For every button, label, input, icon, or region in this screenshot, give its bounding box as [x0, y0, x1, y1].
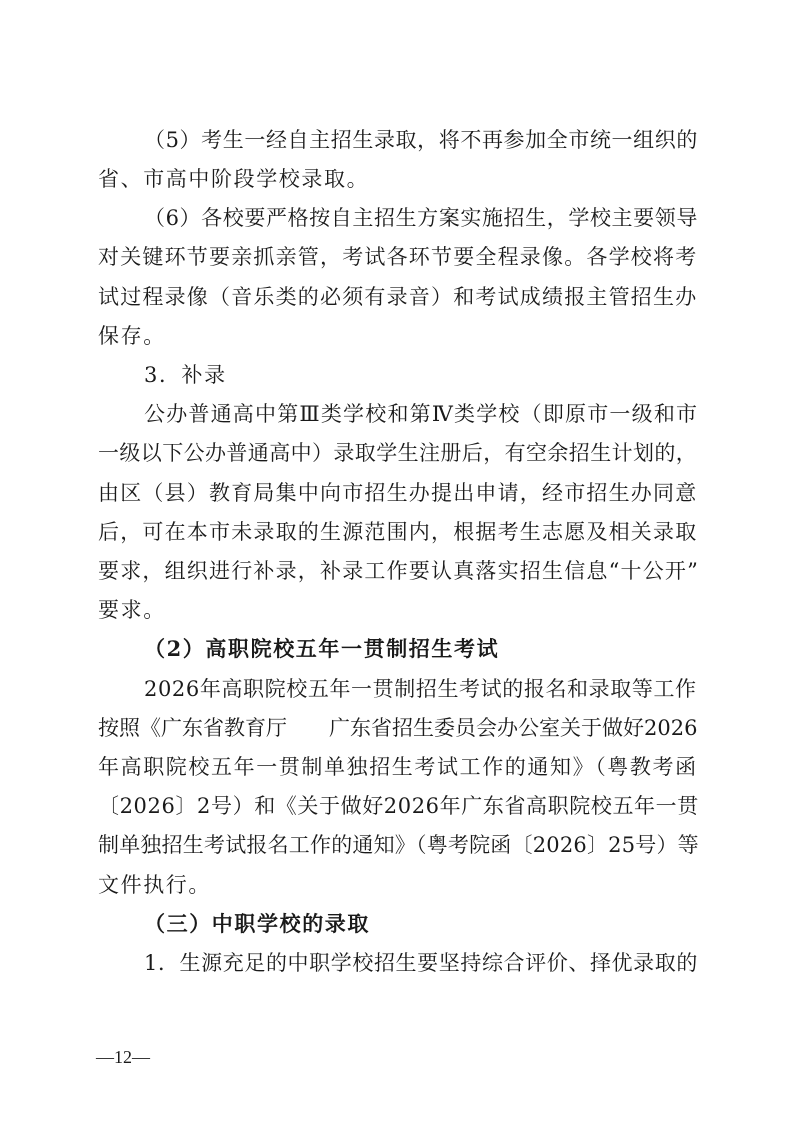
section-heading-vocational-colleges: （2）高职院校五年一贯制招生考试 [144, 636, 500, 661]
paragraph-line-6: 保存。 [98, 324, 166, 348]
paragraph-line-9: 由区（县）教育局集中向市招生办提出申请，经市招生办同意 [98, 481, 698, 505]
paragraph-line-4: 对关键环节要亲抓亲管，考试各环节要全程录像。各学校将考 [98, 245, 698, 269]
paragraph-line-19: 1．生源充足的中职学校招生要坚持综合评价、择优录取的 [144, 951, 698, 975]
page-number: —12— [96, 1047, 150, 1067]
paragraph-line-14: 按照《广东省教育厅 广东省招生委员会办公室关于做好2026 [98, 716, 698, 740]
paragraph-line-2: 省、市高中阶段学校录取。 [98, 167, 370, 191]
paragraph-line-11: 要求，组织进行补录，补录工作要认真落实招生信息“十公开” [98, 559, 700, 583]
section-heading-secondary-vocational: （三）中职学校的录取 [144, 911, 370, 936]
paragraph-line-1: （5）考生一经自主招生录取，将不再参加全市统一组织的 [144, 128, 698, 152]
paragraph-line-12: 要求。 [98, 598, 166, 622]
paragraph-line-3: （6）各校要严格按自主招生方案实施招生，学校主要领导 [144, 206, 698, 230]
paragraph-line-5: 试过程录像（音乐类的必须有录音）和考试成绩报主管招生办 [98, 285, 698, 309]
paragraph-line-13: 2026年高职院校五年一贯制招生考试的报名和录取等工作 [144, 677, 697, 701]
paragraph-line-10: 后，可在本市未录取的生源范围内，根据考生志愿及相关录取 [98, 520, 698, 544]
paragraph-line-15: 年高职院校五年一贯制单独招生考试工作的通知》（粤教考函 [98, 755, 698, 779]
paragraph-line-8: 一级以下公办普通高中）录取学生注册后，有空余招生计划的， [98, 441, 698, 465]
section-heading-supplementary: 3．补录 [144, 363, 227, 387]
paragraph-line-17: 制单独招生考试报名工作的通知》（粤考院函〔2026〕25号）等 [98, 833, 699, 857]
paragraph-line-16: 〔2026〕2号）和《关于做好2026年广东省高职院校五年一贯 [98, 794, 699, 818]
paragraph-line-7: 公办普通高中第Ⅲ类学校和第Ⅳ类学校（即原市一级和市 [144, 402, 699, 426]
paragraph-line-18: 文件执行。 [98, 873, 211, 897]
